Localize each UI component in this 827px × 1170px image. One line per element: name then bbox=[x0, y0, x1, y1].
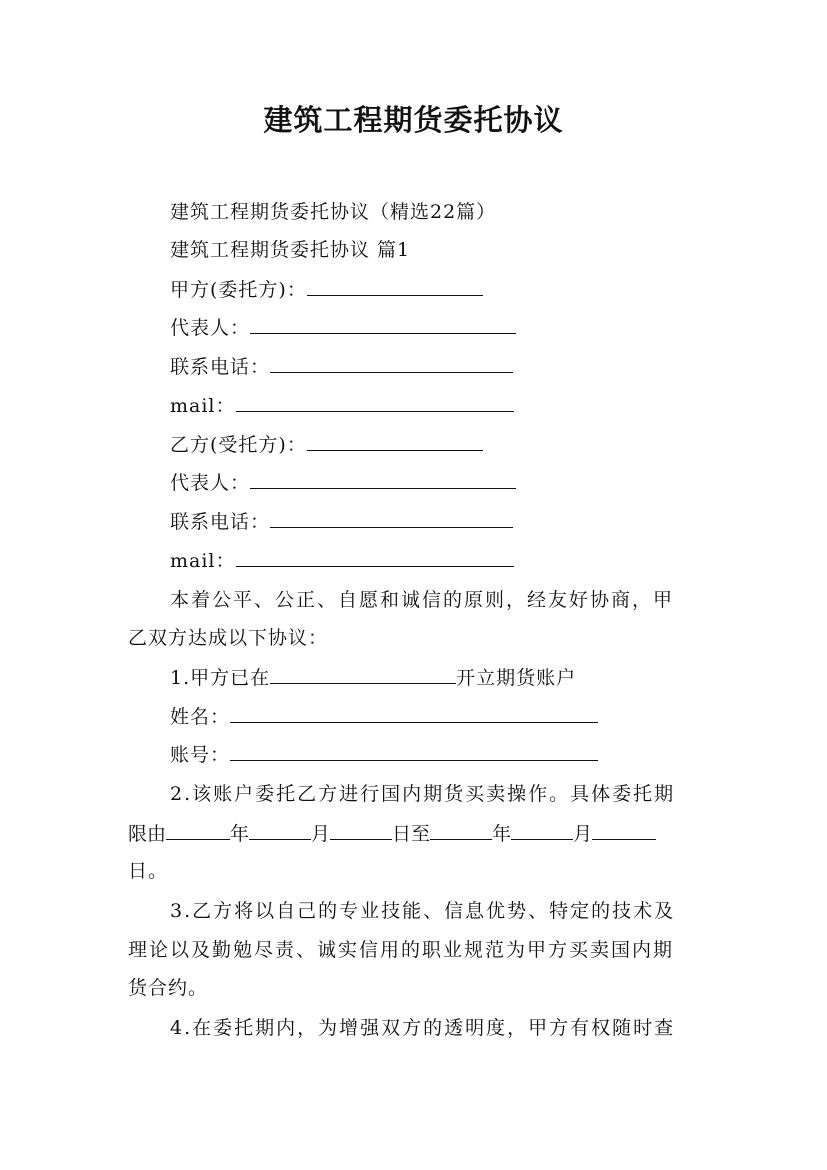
document-subtitle: 建筑工程期货委托协议（精选22篇） bbox=[170, 201, 497, 223]
party-a-blank[interactable] bbox=[307, 277, 483, 296]
clause-2-line-3: 日。 bbox=[128, 860, 169, 882]
clause-2-month-label-1: 月 bbox=[311, 823, 331, 845]
clause-1-account-blank[interactable] bbox=[230, 742, 598, 761]
party-b-mail-row bbox=[170, 548, 514, 573]
party-a-phone-label: 联系电话： bbox=[170, 356, 271, 378]
intro-line-1: 本着公平、公正、自愿和诚信的原则，经友好协商，甲 bbox=[170, 589, 675, 611]
clause-1-account-row bbox=[170, 742, 598, 767]
clause-2-start-month-blank[interactable] bbox=[249, 821, 311, 840]
party-a-label: 甲方(委托方)： bbox=[170, 279, 307, 301]
party-b-rep-label: 代表人： bbox=[170, 472, 251, 494]
party-a-mail-row bbox=[170, 393, 514, 418]
clause-2-start: 限由 bbox=[128, 823, 167, 845]
party-a-phone-blank[interactable] bbox=[270, 354, 513, 373]
party-b-phone-blank[interactable] bbox=[270, 509, 513, 528]
party-b-row bbox=[170, 432, 483, 457]
party-b-rep-row bbox=[170, 470, 516, 495]
section-heading: 建筑工程期货委托协议 篇1 bbox=[170, 239, 411, 261]
clause-2-year-label-2: 年 bbox=[492, 823, 512, 845]
party-a-mail-label: mail： bbox=[170, 395, 236, 417]
intro-line-2: 乙双方达成以下协议： bbox=[128, 627, 329, 649]
party-b-mail-blank[interactable] bbox=[236, 548, 514, 567]
document-title: 建筑工程期货委托协议 bbox=[263, 103, 564, 137]
clause-4-line-1: 4.在委托期内，为增强双方的透明度，甲方有权随时查 bbox=[170, 1017, 676, 1039]
party-b-phone-row bbox=[170, 509, 513, 534]
clause-3-line-2: 理论以及勤勉尽责、诚实信用的职业规范为甲方买卖国内期 bbox=[128, 939, 675, 961]
party-b-mail-label: mail： bbox=[170, 550, 236, 572]
party-b-blank[interactable] bbox=[307, 432, 483, 451]
party-a-mail-blank[interactable] bbox=[236, 393, 514, 412]
clause-2-start-year-blank[interactable] bbox=[166, 821, 230, 840]
clause-3-line-1: 3.乙方将以自己的专业技能、信息优势、特定的技术及 bbox=[170, 900, 676, 922]
clause-2-end-month-blank[interactable] bbox=[511, 821, 573, 840]
clause-2-start-day-blank[interactable] bbox=[330, 821, 392, 840]
clause-1-account-label: 账号： bbox=[170, 744, 231, 766]
party-b-phone-label: 联系电话： bbox=[170, 511, 271, 533]
clause-3-line-3: 货合约。 bbox=[128, 977, 209, 999]
party-b-label: 乙方(受托方)： bbox=[170, 434, 307, 456]
clause-1-name-row bbox=[170, 704, 598, 729]
clause-2-day-to-label: 日至 bbox=[392, 823, 431, 845]
clause-1-name-label: 姓名： bbox=[170, 706, 231, 728]
clause-1-row bbox=[170, 665, 576, 690]
clause-1-blank[interactable] bbox=[270, 665, 456, 684]
clause-2-month-label-2: 月 bbox=[573, 823, 593, 845]
party-a-phone-row bbox=[170, 354, 513, 379]
clause-2-end-year-blank[interactable] bbox=[430, 821, 492, 840]
clause-2-line-1: 2.该账户委托乙方进行国内期货买卖操作。具体委托期 bbox=[170, 783, 676, 805]
clause-2-line-2 bbox=[128, 821, 656, 846]
clause-1-prefix: 1.甲方已在 bbox=[170, 667, 271, 689]
clause-1-name-blank[interactable] bbox=[230, 704, 598, 723]
party-b-rep-blank[interactable] bbox=[250, 470, 516, 489]
party-a-rep-row bbox=[170, 315, 516, 340]
party-a-row bbox=[170, 277, 483, 302]
party-a-rep-label: 代表人： bbox=[170, 317, 251, 339]
clause-2-end-day-blank[interactable] bbox=[592, 821, 656, 840]
clause-1-suffix: 开立期货账户 bbox=[456, 667, 577, 689]
party-a-rep-blank[interactable] bbox=[250, 315, 516, 334]
clause-2-year-label-1: 年 bbox=[230, 823, 250, 845]
